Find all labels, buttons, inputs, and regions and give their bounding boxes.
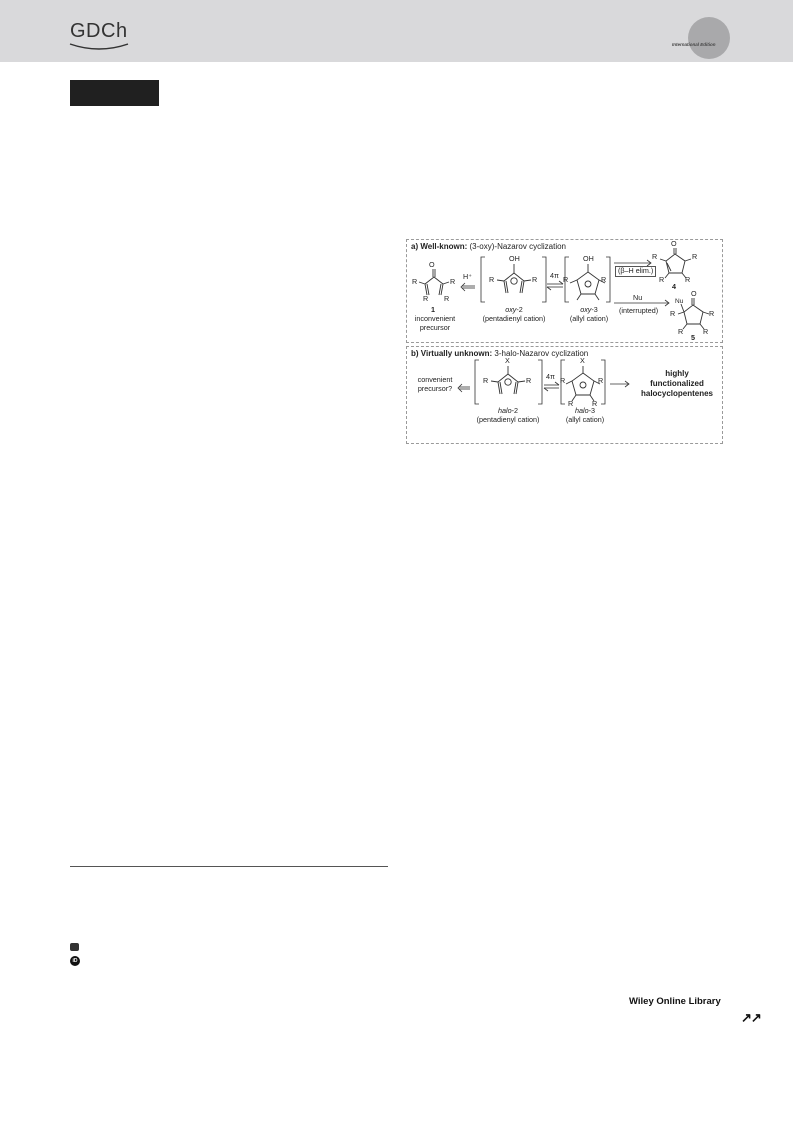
c5-r-right: R: [709, 309, 715, 318]
c1-r-bottom-left: R: [423, 294, 429, 303]
halo-2-structure: [491, 366, 525, 394]
c4-r-bottom-right: R: [685, 275, 691, 284]
retro-arrow-1: [461, 283, 475, 291]
product-line-2: functionalized: [650, 379, 704, 388]
product-line-3: halocyclopentenes: [640, 389, 714, 398]
precursor-line-2: precursor?: [417, 384, 453, 393]
c5-oxygen: O: [691, 289, 697, 298]
c4-r-left: R: [652, 252, 658, 261]
halo-3-r-right: R: [598, 376, 604, 385]
halo-3-structure: [566, 366, 600, 401]
section-tag: [70, 80, 159, 106]
c2-oh: OH: [509, 254, 520, 263]
compound-1-number: 1: [431, 305, 435, 314]
c5-r-bottom-right: R: [703, 327, 709, 336]
compound-3-structure: [570, 264, 605, 300]
edition-label: International Edition: [672, 42, 716, 47]
c5-nu: Nu: [675, 298, 684, 305]
c2-r-right: R: [532, 275, 538, 284]
wiley-online-library-logo[interactable]: Wiley Online Library: [629, 996, 721, 1007]
c5-r-left: R: [670, 309, 676, 318]
halo-2-x: X: [505, 356, 510, 365]
halo-2-r-left: R: [483, 376, 489, 385]
compound-4-structure: [660, 248, 691, 278]
c1-r-right: R: [450, 277, 456, 286]
beta-h-elimination: (β–H elim.): [615, 266, 656, 277]
c3-oh: OH: [583, 254, 594, 263]
c4-r-bottom-left: R: [659, 275, 665, 284]
compound-5-number: 5: [691, 333, 695, 342]
halo-3-r-left: R: [560, 376, 566, 385]
compound-2-label: oxy-2: [505, 305, 523, 314]
compound-4-number: 4: [672, 282, 676, 291]
compound-3-label: oxy-3: [580, 305, 598, 314]
arrow-to-product: [610, 381, 629, 387]
c5-r-bottom-left: R: [678, 327, 684, 336]
halo-2-r-right: R: [526, 376, 532, 385]
precursor-line-1: convenient: [417, 375, 453, 384]
nucleophile-reagent: Nu: [633, 293, 643, 302]
c1-r-left: R: [412, 277, 418, 286]
footnote-rule: [70, 866, 388, 867]
halo-2-desc: (pentadienyl cation): [476, 415, 540, 424]
protonation-reagent: H⁺: [463, 272, 472, 281]
c3-r-left: R: [563, 275, 569, 284]
orcid-icon[interactable]: iD: [70, 956, 80, 966]
edition-circle: [688, 17, 730, 59]
halo-2-label: halo-2: [498, 406, 518, 415]
panel-b-title: b) Virtually unknown: 3-halo-Nazarov cyclization: [411, 349, 589, 358]
compound-3-desc: (allyl cation): [569, 314, 609, 323]
equilibrium-arrow-b: [544, 382, 559, 391]
panel-a: [406, 239, 723, 343]
halo-3-desc: (allyl cation): [565, 415, 605, 424]
compound-1-structure: [419, 269, 449, 295]
interrupted-label: (interrupted): [619, 306, 659, 315]
compound-2-structure: [497, 264, 531, 293]
halo-3-r-bottom-right: R: [592, 399, 598, 408]
page-header: [0, 0, 793, 62]
compound-1-desc-2: precursor: [419, 323, 451, 332]
compound-1-desc-1: inconvenient: [414, 314, 456, 323]
scheme-figure: [406, 239, 723, 444]
gdch-logo: [70, 20, 130, 54]
halo-3-r-bottom-left: R: [568, 399, 574, 408]
supporting-info-icon[interactable]: [70, 943, 79, 951]
c1-oxygen: O: [429, 260, 435, 269]
arrows-icon: ↗↗: [741, 1010, 761, 1025]
c4-oxygen: O: [671, 239, 677, 248]
compound-2-desc: (pentadienyl cation): [482, 314, 546, 323]
four-pi-b: 4π: [546, 372, 555, 381]
halo-3-x: X: [580, 356, 585, 365]
c2-r-left: R: [489, 275, 495, 284]
panel-b: [406, 346, 723, 444]
halo-3-label: halo-3: [575, 406, 595, 415]
gdch-logo-text: GDCh: [70, 20, 128, 42]
c1-r-bottom-right: R: [444, 294, 450, 303]
gdch-logo-arc: [68, 42, 130, 52]
product-line-1: highly: [665, 369, 689, 378]
c3-r-right: R: [601, 275, 607, 284]
c4-r-right: R: [692, 252, 698, 261]
equilibrium-arrow-a: [547, 281, 563, 290]
four-pi-a: 4π: [550, 271, 559, 280]
retro-arrow-b: [458, 384, 470, 392]
panel-a-title: a) Well-known: (3-oxy)-Nazarov cyclization: [411, 242, 566, 251]
